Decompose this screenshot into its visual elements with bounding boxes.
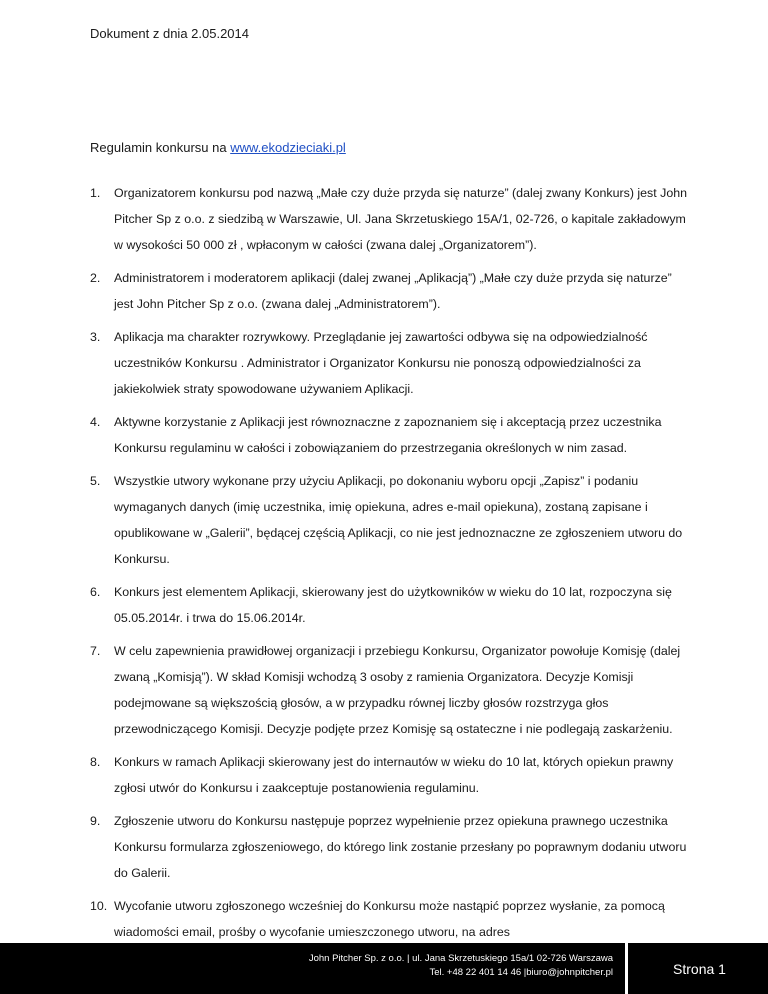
title-prefix: Regulamin konkursu na: [90, 140, 231, 155]
page-footer: [0, 943, 768, 994]
rule-text: Aktywne korzystanie z Aplikacji jest równoznaczne z zapoznaniem się i akceptacją przez uczestnika Konkursu regulaminu w całości i zobowiązaniem do przestrzegania określonych w nim zasad.: [114, 415, 662, 455]
rule-item-3: [90, 324, 690, 402]
rule-item-8: [90, 749, 690, 801]
rule-number: 5.: [90, 474, 101, 488]
rules-list: [90, 180, 690, 952]
rule-number: 2.: [90, 271, 101, 285]
page-title: [90, 140, 346, 155]
rule-text: W celu zapewnienia prawidłowej organizacji i przebiegu Konkursu, Organizator powołuje Komisję (dalej zwaną „Komisją”). W skład Komisji wchodzą 3 osoby z ramienia Organizatora. Decyzje Komisji podejmowane są większością głosów, a w przypadku równej liczby głosów rozstrzyga głos przewodniczącego Komisji. Decyzje podjęte przez Komisję są ostateczne i nie podlegają zaskarżeniu.: [114, 644, 681, 736]
rule-item-9: [90, 808, 690, 886]
rule-number: 1.: [90, 186, 101, 200]
rule-number: 7.: [90, 644, 101, 658]
rule-text: Administratorem i moderatorem aplikacji (dalej zwanej „Aplikacją”) „Małe czy duże przyda się naturze” jest John Pitcher Sp z o.o. (zwana dalej „Administratorem”).: [114, 271, 672, 311]
rule-item-7: [90, 638, 690, 742]
rule-text: Wycofanie utworu zgłoszonego wcześniej do Konkursu może nastąpić poprzez wysłanie, za pomocą wiadomości email, prośby o wycofanie umieszczonego utworu, na adres: [114, 899, 665, 939]
rule-number: 10.: [90, 899, 108, 913]
rule-number: 8.: [90, 755, 101, 769]
rule-text: Wszystkie utwory wykonane przy użyciu Aplikacji, po dokonaniu wyboru opcji „Zapisz” i podaniu wymaganych danych (imię uczestnika, imię opiekuna, adres e-mail opiekuna), zostaną zapisane i opublikowane w „Galerii”, będącej częścią Aplikacji, co nie jest jednoznaczne ze zgłoszeniem utworu do Konkursu.: [114, 474, 683, 566]
rule-text: Aplikacja ma charakter rozrywkowy. Przeglądanie jej zawartości odbywa się na odpowiedzialność uczestników Konkursu . Administrator i Organizator Konkursu nie ponoszą odpowiedzialności za jakiekolwiek straty spowodowane używaniem Aplikacji.: [114, 330, 648, 396]
rule-item-1: [90, 180, 690, 258]
rule-item-4: [90, 409, 690, 461]
footer-address: John Pitcher Sp. z o.o. | ul. Jana Skrzetuskiego 15a/1 02-726 Warszawa: [308, 953, 613, 964]
rule-text: Organizatorem konkursu pod nazwą „Małe czy duże przyda się naturze” (dalej zwany Konkurs) jest John Pitcher Sp z o.o. z siedzibą w Warszawie, Ul. Jana Skrzetuskiego 15A/1, 02-726, o kapitale zakładowym w wysokości 50 000 zł , wpłaconym w całości (zwana dalej „Organizatorem”).: [114, 186, 687, 252]
page-number: Strona 1: [625, 943, 768, 994]
rule-text: Konkurs w ramach Aplikacji skierowany jest do internautów w wieku do 10 lat, których opiekun prawny zgłosi utwór do Konkursu i zaakceptuje postanowienia regulaminu.: [114, 755, 674, 795]
rule-number: 6.: [90, 585, 101, 599]
rule-text: Zgłoszenie utworu do Konkursu następuje poprzez wypełnienie przez opiekuna prawnego uczestnika Konkursu formularza zgłoszeniowego, do którego link zostanie przesłany po poprawnym dodaniu utworu do Galerii.: [114, 814, 687, 880]
rule-item-2: [90, 265, 690, 317]
rule-item-10: [90, 893, 690, 945]
website-link[interactable]: www.ekodzieciaki.pl: [230, 140, 346, 155]
rule-item-6: [90, 579, 690, 631]
footer-contact: Tel. +48 22 401 14 46 |biuro@johnpitcher.pl: [429, 967, 613, 978]
rule-text: Konkurs jest elementem Aplikacji, skierowany jest do użytkowników w wieku do 10 lat, rozpoczyna się 05.05.2014r. i trwa do 15.06.2014r.: [114, 585, 672, 625]
document-date-header: Dokument z dnia 2.05.2014: [90, 26, 249, 41]
rule-number: 3.: [90, 330, 101, 344]
rule-item-5: [90, 468, 690, 572]
footer-company-info: [309, 952, 613, 980]
rule-number: 4.: [90, 415, 101, 429]
rule-number: 9.: [90, 814, 101, 828]
